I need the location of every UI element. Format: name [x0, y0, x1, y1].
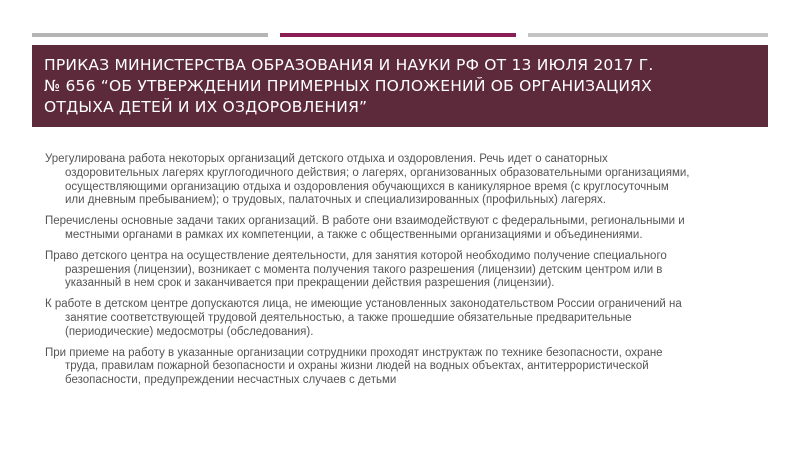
decorative-top-bars [32, 33, 768, 37]
text-line: оздоровительных лагерях круглогодичного действия; о лагерях, организованных образовательными организациями, [65, 166, 690, 179]
slide-body [45, 153, 759, 395]
top-bar-gray-right [528, 33, 768, 37]
text-line: Урегулирована работа некоторых организаций детского отдыха и оздоровления. Речь идет о санаторных [45, 153, 608, 165]
paragraph-staff [45, 298, 759, 339]
text-line: осуществляющими организацию отдыха и оздоровления обучающихся в каникулярное время (с круглосуточным [65, 180, 669, 193]
paragraph-tasks [45, 215, 759, 243]
text-line: К работе в детском центре допускаются лица, не имеющие установленных законодательством России ограничений на [45, 298, 682, 311]
title-line: № 656 “ОБ УТВЕРЖДЕНИИ ПРИМЕРНЫХ ПОЛОЖЕНИЙ ОБ ОРГАНИЗАЦИЯХ [44, 77, 652, 95]
paragraph-safety [45, 347, 759, 388]
text-line: Право детского центра на осуществление деятельности, для занятия которой необходимо получение специального [45, 249, 667, 262]
text-line: труда, правилам пожарной безопасности и охраны жизни людей на водных объектах, антитеррористической [65, 360, 649, 373]
text-line: Перечислены основные задачи таких организаций. В работе они взаимодействуют с федеральными, региональными и [45, 215, 685, 228]
slide-title [32, 45, 768, 127]
paragraph-license [45, 250, 759, 291]
text-line: (периодические) медосмотры (обследования). [65, 325, 314, 338]
text-line: занятие соответствующей трудовой деятельностью, а также прошедшие обязательные предварительные [65, 311, 632, 324]
text-line: разрешения (лицензии), возникает с момента получения такого разрешения (лицензии) детским центром или в [65, 263, 663, 276]
text-line: При приеме на работу в указанные организации сотрудники проходят инструктаж по технике безопасности, охране [45, 346, 663, 359]
paragraph-camps [45, 153, 759, 208]
top-bar-gray-left [32, 33, 268, 37]
top-bar-accent [280, 33, 516, 37]
text-line: местными органами в рамках их компетенции, а также с общественными организациями и объединениями. [65, 228, 643, 241]
text-line: безопасности, предупреждении несчастных случаев с детьми [65, 374, 397, 387]
title-line: ПРИКАЗ МИНИСТЕРСТВА ОБРАЗОВАНИЯ И НАУКИ РФ ОТ 13 ИЮЛЯ 2017 Г. [44, 56, 654, 74]
text-line: или дневным пребыванием); о трудовых, палаточных и специализированных (профильных) лагерях. [65, 194, 606, 207]
text-line: указанный в нем срок и заканчивается при прекращении действия разрешения (лицензии). [65, 277, 555, 290]
title-line: ОТДЫХА ДЕТЕЙ И ИХ ОЗДОРОВЛЕНИЯ” [44, 98, 368, 116]
